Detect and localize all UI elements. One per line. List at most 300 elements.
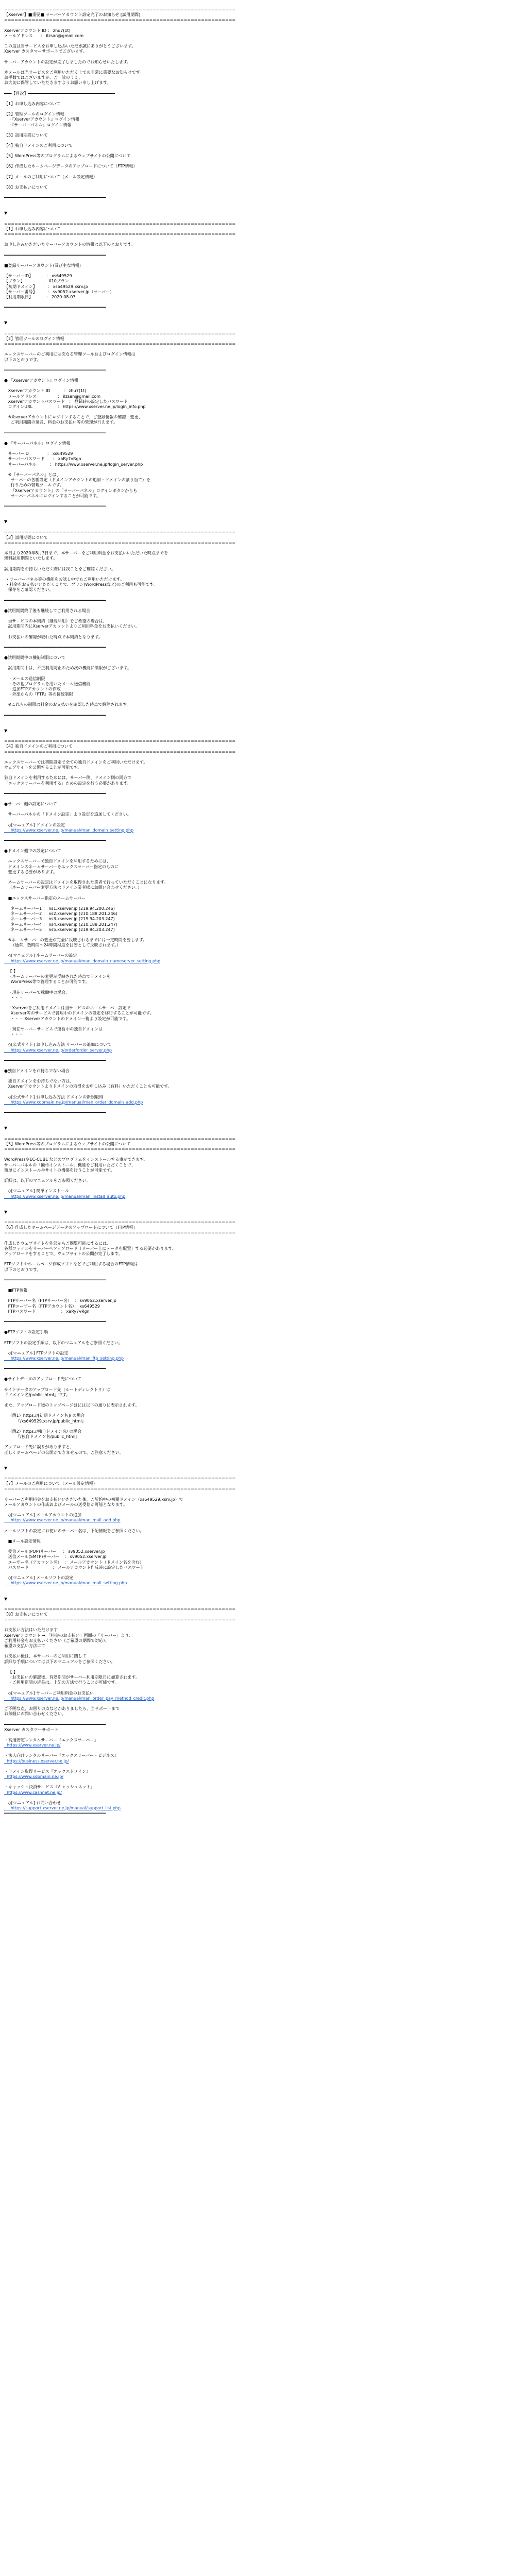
email-text-line: WordPressやEC-CUBE などのプログラムをインストールする事ができます。: [4, 1157, 148, 1162]
email-text-line: [4, 786, 503, 791]
email-text-line: [4, 426, 503, 431]
email-text-line: ・メールの送信制限: [4, 676, 45, 681]
separator-line: ===================================================================: [4, 1617, 236, 1622]
email-text-line: [4, 1622, 503, 1628]
email-text-line: 「エックスサーバーを利用する」ための設定を行う必要があります。: [4, 781, 131, 786]
email-text-line: ・・・: [4, 1032, 23, 1037]
email-text-line: ━━━━━━━━━━━━━━━━━━━━━━━━━━━━━━━━━━━━━━━━━: [4, 645, 106, 650]
email-text-line: [4, 170, 503, 175]
email-text-line: [4, 1507, 503, 1513]
email-text-line: 【 】: [4, 1669, 18, 1674]
email-text-line: [4, 1455, 503, 1461]
email-text-line: ▼: [4, 1596, 8, 1601]
email-text-line: 【1】お申し込み内容について: [4, 226, 60, 231]
email-text-line: [4, 1037, 503, 1042]
email-text-line: （ネームサーバー変更方法はドメイン業者様にお問い合わせください。）: [4, 885, 142, 890]
email-text-line: ・料金をお支払いいただくことで、プラン(WordPressなど)のご利用も可能です。: [4, 582, 158, 587]
email-text-line: ●FTPソフトの設定手順: [4, 1330, 48, 1335]
email-text-line: ▼: [4, 211, 8, 216]
email-text-line: [4, 723, 503, 728]
email-text-line: 【5】WordPress等のプログラムによるウェブサイトの公開について: [4, 1141, 131, 1146]
email-text-line: [4, 499, 503, 504]
email-text-line: [4, 1649, 503, 1654]
email-text-line: [4, 509, 503, 514]
email-text-line: 試用期間中は、不正利用防止のため次の機能に制限がございます。: [4, 666, 131, 671]
email-text-line: ▼: [4, 320, 8, 326]
email-text-line: [4, 843, 503, 849]
email-text-line: ・ネームサーバーの変更が反映された時点でドメインを: [4, 974, 111, 979]
email-link[interactable]: https://www.xserver.ne.jp/manual/man_order_pay_method_credit.php: [4, 1696, 155, 1701]
email-text-line: [4, 1371, 503, 1377]
email-text-line: [4, 1439, 503, 1445]
email-text-line: [4, 901, 503, 906]
separator-line: ===================================================================: [4, 739, 236, 744]
email-link[interactable]: https://www.xserver.ne.jp/manual/man_domain_setting.php: [4, 827, 134, 833]
email-text-line: [4, 310, 503, 315]
email-text-line: ◇[公式サイト] お申し込み方法 ドメインの新規取得: [4, 1094, 104, 1099]
email-text-line: ◇[マニュアル] FTPソフトの設定: [4, 1350, 69, 1355]
email-text-line: ログインURL ： https://www.xserver.ne.jp/login_info.php: [4, 404, 146, 410]
email-text-line: [4, 1408, 503, 1413]
email-text-line: ◇[マニュアル] メールアカウントの追加: [4, 1513, 82, 1518]
email-text-line: ━━━━━━━━━━━━━━━━━━━━━━━━━━━━━━━━━━━━━━━━━: [4, 1811, 106, 1816]
email-text-line: [4, 237, 503, 242]
email-text-line: [4, 1131, 503, 1137]
email-text-line: ●サーバー側の設定について: [4, 802, 57, 807]
email-text-line: [4, 315, 503, 320]
email-text-line: 【Xserver】■重要■ サーバーアカウント設定完了のお知らせ [試用期間]: [4, 12, 141, 18]
email-text-line: ▼: [4, 1209, 8, 1214]
email-text-line: [4, 650, 503, 655]
email-text-line: [4, 1523, 503, 1529]
email-text-line: 『/独自ドメイン名/public_html』: [4, 1434, 80, 1439]
email-text-line: [4, 107, 503, 112]
email-text-line: FTPソフトやホームページ作成ソフトなどでご利用する場合のFTP情報は: [4, 1262, 139, 1267]
email-link[interactable]: https://www.xdomain.ne.jp/: [4, 1774, 63, 1780]
email-text-line: [4, 1591, 503, 1597]
email-text-line: 【6】作成したホームページデータのアップロードについて（FTP情報）: [4, 164, 138, 169]
email-text-line: 無料試用期間といたします。: [4, 556, 58, 561]
email-text-line: ■メール設定情報: [4, 1538, 41, 1544]
email-text-line: 試用期間内にXserverアカウントよりご利用料金をお支払いください。: [4, 624, 140, 629]
email-text-line: [4, 796, 503, 802]
email-text-line: 『Xserverアカウント』の「サーバーパネル」ログインボタンからも: [4, 488, 138, 493]
email-text-line: ネームサーバー3 ： ns3.xserver.jp (219.94.203.247): [4, 917, 115, 922]
email-text-line: お支払い後は、本サーバーのご利用に関して: [4, 1654, 87, 1659]
email-text-line: 【4】独自ドメインのご利用について: [4, 744, 73, 749]
email-text-line: お申し込みいただいたサーバーアカウントの情報は以下のとおりです。: [4, 242, 136, 247]
email-text-line: [4, 206, 503, 211]
email-text-line: [4, 128, 503, 133]
email-text-line: 【1】お申し込み内容について: [4, 101, 60, 106]
email-text-line: [4, 1074, 503, 1079]
email-text-line: ネームサーバー4 ： ns4.xserver.jp (210.188.201.247): [4, 922, 117, 927]
email-link[interactable]: https://support.xserver.ne.jp/manual/support_list.php: [4, 1806, 121, 1811]
email-text-line: メールソフトの設定にお使いのサーバー名は、下記情報をご参照ください。: [4, 1528, 144, 1533]
email-text-line: 試用期間をお持ちいただく際には次ことをご確認ください。: [4, 566, 115, 571]
email-text-line: [4, 1063, 503, 1069]
email-text-line: ●試用期間終了後も継続してご利用される場合: [4, 608, 90, 613]
email-text-line: [4, 1199, 503, 1205]
email-text-line: FTPサーバー名（FTPサーバー名） ： sv9052.xserver.jp: [4, 1298, 116, 1303]
email-text-line: [4, 933, 503, 938]
separator-line: ===================================================================: [4, 540, 236, 545]
email-text-line: [4, 1686, 503, 1691]
email-text-line: [4, 96, 503, 101]
email-text-line: [4, 86, 503, 91]
email-text-line: [4, 734, 503, 739]
email-text-line: お支払い方法はいただけます: [4, 1628, 58, 1633]
email-text-line: [4, 180, 503, 185]
email-text-line: ご利用料金をお支払いください（ご希望の期間で対応）、: [4, 1638, 109, 1643]
email-text-line: 【3】試用期間について: [4, 535, 48, 540]
email-link[interactable]: https://www.xdomain.ne.jp/manual/man_order_domain_add.php: [4, 1099, 143, 1105]
email-text-line: この度は当サービスをお申し込みいただき誠にありがとうございます。: [4, 44, 136, 49]
email-text-line: [4, 1586, 503, 1591]
email-text-line: サーバーご利用料金をお支払いいただいた後、ご契約中の初期ドメイン（xs649529.xsrv.jp）で: [4, 1497, 183, 1502]
email-text-line: [4, 1022, 503, 1027]
email-text-line: ━━━【目次】━━━━━━━━━━━━━━━━━━━━━━━━━━━━━━━━━━━: [4, 91, 115, 96]
email-text-line: ━━━━━━━━━━━━━━━━━━━━━━━━━━━━━━━━━━━━━━━━━: [4, 791, 106, 796]
separator-line: ===================================================================: [4, 1606, 236, 1612]
email-text-line: ネームサーバーの設定はドメインを取得された業者で行っていただくことになります。: [4, 880, 168, 885]
email-text-line: ・現在サーバーで稼働中の場合、: [4, 990, 70, 995]
email-text-line: [4, 1273, 503, 1278]
email-text-line: ▼: [4, 1465, 8, 1470]
email-text-line: [4, 200, 503, 206]
email-text-line: [4, 326, 503, 331]
email-link[interactable]: https://www.xserver.ne.jp/order/order_server.php: [4, 1047, 112, 1053]
email-text-line: [4, 807, 503, 812]
separator-line: ===================================================================: [4, 7, 236, 12]
email-text-line: [4, 1701, 503, 1706]
email-text-line: [4, 410, 503, 415]
email-text-line: ━━━━━━━━━━━━━━━━━━━━━━━━━━━━━━━━━━━━━━━━━: [4, 1058, 106, 1063]
email-text-line: [4, 1748, 503, 1753]
email-text-line: 【初期ドメイン】 ： xs649529.xsrv.jp: [4, 284, 88, 289]
email-text-line: ━━━━━━━━━━━━━━━━━━━━━━━━━━━━━━━━━━━━━━━━━: [4, 1110, 106, 1115]
email-text-line: ・ご利用期間の延長は、上記の方法で行うことが可能です。: [4, 1680, 119, 1685]
email-text-line: ● 『サーバーパネル』ログイン情報: [4, 440, 71, 446]
email-text-line: 【6】作成したホームページデータのアップロードについて（FTP情報）: [4, 1225, 138, 1230]
email-text-line: 【8】お支払いについて: [4, 1612, 48, 1617]
email-text-line: [4, 1570, 503, 1575]
separator-line: ===================================================================: [4, 1147, 236, 1152]
email-text-line: [4, 1602, 503, 1607]
email-text-line: サーバーパネル ： https://www.xserver.ne.jp/login_server.php: [4, 462, 143, 467]
email-text-line: ドメインのネームサーバーをエックスサーバー指定のものに: [4, 864, 119, 869]
email-text-line: [4, 1314, 503, 1319]
email-text-line: お手数ではございますが、ご一読のうえ、: [4, 75, 83, 80]
email-text-line: 【2】管理ツールのログイン情報: [4, 336, 64, 341]
email-text-line: 変更する必要があります。: [4, 869, 57, 874]
email-text-line: [4, 1717, 503, 1722]
email-text-line: 【4】独自ドメインのご利用について: [4, 143, 73, 148]
email-text-line: エックスサーバーのご利用には次なる管理ツールおよびログイン情報は: [4, 352, 136, 357]
email-text-line: [4, 697, 503, 702]
email-text-line: [4, 1205, 503, 1210]
email-text-line: [4, 948, 503, 953]
email-text-line: 作成したウェブサイトを外部からご閲覧可能にするには、: [4, 1241, 111, 1246]
email-text-line: ・・・ Xserverアカウントのドメイン一覧より設定が可能です。: [4, 1016, 131, 1021]
email-text-line: お大切に保管していただきますようお願い申し上げます。: [4, 80, 111, 86]
email-text-line: [4, 258, 503, 263]
separator-line: ===================================================================: [4, 530, 236, 535]
email-text-line: 以下のとおりです。: [4, 357, 41, 362]
email-text-line: [4, 436, 503, 441]
email-text-line: [4, 467, 503, 472]
email-text-line: [4, 603, 503, 608]
email-text-line: [4, 985, 503, 990]
email-text-line: ━━━━━━━━━━━━━━━━━━━━━━━━━━━━━━━━━━━━━━━━━: [4, 305, 106, 310]
email-link[interactable]: https://business.xserver.ne.jp/: [4, 1758, 69, 1764]
separator-line: ===================================================================: [4, 232, 236, 237]
email-text-line: [4, 1346, 503, 1351]
email-text-line: サーバーパスワード ： xaRy7vRgn: [4, 456, 81, 462]
email-link[interactable]: https://www.xserver.ne.jp/manual/man_install_auto.php: [4, 1194, 126, 1199]
email-text-line: [4, 1105, 503, 1110]
email-text-line: [4, 1733, 503, 1738]
email-text-line: 【プラン】 ： X10プラン: [4, 279, 69, 284]
email-text-line: [4, 1424, 503, 1429]
email-link[interactable]: https://www.xserver.ne.jp/manual/man_mail_add.php: [4, 1518, 121, 1523]
email-text-line: 簡単にインストールやサイトの構築を行うことが可能です。: [4, 1167, 115, 1173]
email-text-line: ●サイトデータのアップロード先について: [4, 1377, 81, 1382]
email-text-line: ■登録サーバーアカウント(及び主な情報): [4, 263, 81, 268]
email-text-line: Xserverアカウントパスワード ： 登録時の設定したパスワード: [4, 399, 128, 404]
email-text-line: ご不明な点、お困りの点などがありましたら、当サポートまで: [4, 1706, 120, 1711]
email-text-line: 希望の支払い方法にて: [4, 1643, 45, 1649]
email-text-line: [4, 818, 503, 823]
email-text-line: メールアドレス ： ilzsan@gmail.com: [4, 394, 101, 399]
email-text-line: [4, 1183, 503, 1189]
email-text-line: [4, 1215, 503, 1220]
email-text-line: ※これらの制限は料金のお支払いを確認した時点で解除されます。: [4, 702, 131, 707]
email-text-line: 【2】管理ツールのログイン情報: [4, 112, 64, 117]
email-text-line: 独自ドメインを利用するためには、サーバー側、ドメイン側の両方で: [4, 775, 132, 781]
email-text-line: ━━━━━━━━━━━━━━━━━━━━━━━━━━━━━━━━━━━━━━━━━: [4, 598, 106, 603]
email-text-line: [4, 718, 503, 723]
email-text-line: [4, 23, 503, 28]
email-text-line: [4, 1152, 503, 1157]
email-text-line: サーバーID ： xs649529: [4, 451, 73, 456]
email-text-line: ◇[マニュアル] ドメインの設定: [4, 822, 65, 827]
email-text-line: ※『サーバーパネル』とは、: [4, 472, 61, 477]
email-link[interactable]: https://www.xserver.ne.jp/manual/man_ftp_setting.php: [4, 1355, 124, 1361]
email-text-line: [4, 833, 503, 838]
email-text-line: 【8】お支払いについて: [4, 184, 48, 190]
email-text-line: 保存をご確認ください。: [4, 587, 54, 592]
email-text-line: Xserver等のサービスで管理中のドメインの設定を移行することが可能です。: [4, 1011, 154, 1016]
email-text-line: [4, 446, 503, 451]
separator-line: ===================================================================: [4, 221, 236, 226]
email-link[interactable]: https://www.xserver.ne.jp/: [4, 1743, 61, 1748]
email-text-line: [4, 1335, 503, 1341]
email-text-line: ・・・: [4, 995, 23, 1000]
email-text-line: ◇[マニュアル] ネームサーバーの設定: [4, 953, 77, 958]
email-text-line: [4, 1471, 503, 1476]
email-text-line: エックスサーバーで独自ドメインを利用するためには、: [4, 859, 111, 864]
email-text-line: ━━━━━━━━━━━━━━━━━━━━━━━━━━━━━━━━━━━━━━━━━: [4, 430, 106, 435]
email-text-line: [4, 1115, 503, 1121]
email-text-line: ◇[マニュアル] お問い合わせ: [4, 1800, 61, 1805]
email-text-line: [4, 964, 503, 969]
email-text-line: [4, 1257, 503, 1262]
email-text-line: FTPユーザー名（FTPアカウント名）： xs649529: [4, 1303, 100, 1309]
email-text-line: ━━━━━━━━━━━━━━━━━━━━━━━━━━━━━━━━━━━━━━━━━: [4, 1319, 106, 1325]
email-text-line: ・高速安定レンタルサーバー『エックスサーバー』: [4, 1737, 98, 1742]
email-text-line: ◇[マニュアル] サーバーご利用料金のお支払い: [4, 1690, 94, 1696]
email-text-line: ▼: [4, 728, 8, 733]
email-text-line: [4, 514, 503, 519]
email-text-line: アップロードをすることで、ウェブサイトの公開が完了します。: [4, 1251, 123, 1257]
email-text-line: [4, 1398, 503, 1403]
email-text-line: [4, 373, 503, 378]
email-text-line: [4, 1173, 503, 1178]
email-text-line: 【 】: [4, 969, 18, 974]
email-text-line: ・外部からの『FTP』等の接続制限: [4, 692, 73, 697]
email-text-line: ●試用期間中の機能制限について: [4, 655, 65, 660]
email-text-line: [4, 630, 503, 635]
email-text-line: [4, 1461, 503, 1466]
email-text-line: 【サーバー番号】 ： sv9052.xserver.jp（サーバー）: [4, 289, 114, 294]
email-text-line: サーバーパネルの「ドメイン設定」より設定を追加してください。: [4, 812, 131, 817]
email-text-line: ・その他プログラムを用いたメール送信機能: [4, 681, 91, 686]
email-text-line: [4, 1795, 503, 1801]
email-text-line: [4, 1001, 503, 1006]
email-text-line: 『ドメイン名/public_html』です。: [4, 1392, 71, 1397]
separator-line: ===================================================================: [4, 331, 236, 336]
email-text-line: ※ネームサーバーの変更が完全に反映されるまでには一定時間を要します。: [4, 938, 147, 943]
email-text-line: ━━━━━━━━━━━━━━━━━━━━━━━━━━━━━━━━━━━━━━━━━: [4, 1366, 106, 1371]
email-text-line: ・法人向けレンタルサーバー『エックスサーバー・ビジネス』: [4, 1753, 119, 1758]
email-text-line: ◇[マニュアル] メールソフトの設定: [4, 1575, 74, 1581]
email-text-line: ━━━━━━━━━━━━━━━━━━━━━━━━━━━━━━━━━━━━━━━━━: [4, 252, 106, 258]
email-text-line: 【利用期限日】 ： 2020-08-03: [4, 294, 76, 299]
email-text-line: [4, 1544, 503, 1549]
email-text-line: Xserverアカウント ID ： zhu7(1t): [4, 388, 87, 394]
email-text-line: 【3】試用期間について: [4, 132, 48, 138]
email-text-line: ◇[公式サイト] お申し込み方法 サーバーの追加について: [4, 1042, 111, 1047]
email-text-line: Xserverアカウント → 「料金のお支払い」画面の「サーバー」より、: [4, 1633, 133, 1638]
email-text-line: [4, 216, 503, 222]
email-text-line: [4, 593, 503, 598]
email-text-line: 各種ファイルをサーバーへアップロード（サーバー上にデータを配置）する必要があります。: [4, 1246, 176, 1251]
email-text-line: [4, 1361, 503, 1366]
email-text-line: ・現在サーバーサービスで運営中の独自ドメインは: [4, 1026, 103, 1031]
email-text-line: サーバーパネルの「簡単インストール」機能をご利用いただくことで、: [4, 1162, 136, 1167]
email-text-line: メールアドレス ： ilzsan@gmail.com: [4, 33, 84, 38]
email-text-line: Xserver カスタマーサポート: [4, 1727, 59, 1732]
email-text-line: ● 『Xserverアカウント』ログイン情報: [4, 378, 78, 383]
email-text-line: 以下のとおりです。: [4, 1267, 41, 1272]
email-text-line: [4, 1236, 503, 1241]
email-text-line: [4, 1053, 503, 1058]
email-text-line: [4, 300, 503, 305]
email-text-line: サーバーアカウントの設定が完了しましたのでお知らせいたします。: [4, 59, 131, 64]
email-text-line: サーバーパネルにログインすることが可能です。: [4, 493, 100, 498]
email-text-line: [4, 1780, 503, 1785]
email-text-line: [4, 1283, 503, 1288]
email-text-line: [4, 1325, 503, 1330]
email-text-line: [4, 572, 503, 577]
email-text-line: [4, 546, 503, 551]
email-text-line: ━━━━━━━━━━━━━━━━━━━━━━━━━━━━━━━━━━━━━━━━━: [4, 195, 106, 200]
email-text-line: サーバーの各種設定（ドメインアカウントの追加・ドメインの割り当て）を: [4, 478, 150, 483]
email-text-line: Xserverアカウント ID ： zhu7(1t): [4, 28, 71, 33]
email-text-line: [4, 660, 503, 666]
separator-line: ===================================================================: [4, 1136, 236, 1141]
email-text-line: [4, 1665, 503, 1670]
email-text-line: 【7】メールのご利用について（メール設定情報）: [4, 174, 97, 179]
email-text-line: ウェブサイトを公開することが可能です。: [4, 765, 82, 770]
email-text-line: ネームサーバー1 ： ns1.xserver.jp (219.94.200.246): [4, 906, 115, 911]
email-text-line: （通常、数時間～24時間程度を目安として反映されます。）: [4, 943, 121, 948]
email-text-line: ・『Xserverアカウント』ログイン情報: [4, 117, 79, 122]
email-text-line: ◇[マニュアル] 簡単インストール: [4, 1189, 69, 1194]
email-text-line: [4, 875, 503, 880]
email-text-line: WordPress等で管理することが可能です。: [4, 979, 90, 985]
email-text-line: サイトデータのアップロード先（ルートディレクトリ）は: [4, 1387, 111, 1392]
email-text-line: ユーザー名（アカウント名） ： メールアカウント（ドメイン名を含む）: [4, 1560, 144, 1565]
email-text-line: [4, 854, 503, 859]
email-text-line: [4, 383, 503, 388]
email-text-line: 『/xs649529.xsrv.jp/public_html』: [4, 1418, 86, 1423]
email-text-line: （例1）https://[初期ドメイン名]/ の場合: [4, 1413, 85, 1418]
email-text-line: ネームサーバー5 ： ns5.xserver.jp (219.94.203.247): [4, 927, 115, 932]
email-text-line: ━━━━━━━━━━━━━━━━━━━━━━━━━━━━━━━━━━━━━━━━━: [4, 1722, 106, 1727]
email-text-line: ▼: [4, 519, 8, 524]
email-text-line: ■エックスサーバー指定のネームサーバー: [4, 895, 86, 901]
email-text-line: ・Xserverをご利用ドメインは当サービスのネームサーバー設定で: [4, 1006, 131, 1011]
email-text-line: ━━━━━━━━━━━━━━━━━━━━━━━━━━━━━━━━━━━━━━━━━: [4, 838, 106, 843]
email-text-line: [4, 1090, 503, 1095]
email-text-line: ●独自ドメインをお持ちでない場合: [4, 1069, 70, 1073]
separator-line: ===================================================================: [4, 18, 236, 23]
email-text-line: [4, 891, 503, 896]
email-text-line: アップロード先に誤りがありますと、: [4, 1445, 74, 1450]
email-text-line: [4, 770, 503, 775]
email-text-line: [4, 268, 503, 274]
email-text-line: [4, 347, 503, 352]
email-text-line: ※Xserverアカウントにログインすることで、ご登録情報の確認・変更、: [4, 415, 143, 420]
email-text-line: また、アップロード後のトップページはには以下の通りに表示されます。: [4, 1403, 140, 1408]
email-text-line: [4, 1764, 503, 1769]
email-text-line: [4, 671, 503, 676]
email-text-line: ■FTP情報: [4, 1288, 28, 1293]
email-text-line: FTPソフトの設定手順は、以下のマニュアルをご参照ください。: [4, 1340, 123, 1345]
email-text-line: ▼: [4, 1126, 8, 1131]
email-text-line: Xserverアカウントよりドメインの取得をお申し込み（有料）いただくことも可能です。: [4, 1084, 172, 1089]
email-text-line: ●ドメイン側での設定について: [4, 849, 61, 854]
email-text-line: 詳細な手順については以下のマニュアルをご参照ください。: [4, 1659, 115, 1664]
separator-line: ===================================================================: [4, 1486, 236, 1492]
email-link[interactable]: https://www.cashnet.ne.jp/: [4, 1790, 62, 1795]
email-text-line: 当サービスの本契約（継続利用）をご希望の場合は、: [4, 619, 107, 624]
email-text-line: [4, 755, 503, 760]
email-text-line: お気軽にお問い合わせください。: [4, 1711, 66, 1717]
email-text-line: ・『サーバーパネル』ログイン情報: [4, 122, 72, 127]
email-link[interactable]: https://www.xserver.ne.jp/manual/man_mail_setting.php: [4, 1581, 127, 1586]
email-text-line: 送信メール(SMTP)サーバー ： sv9052.xserver.jp: [4, 1554, 107, 1560]
email-text-line: ・サーバーパネル等の機能をお試し中でもご利用いただけます。: [4, 577, 125, 582]
email-text-line: [4, 1293, 503, 1298]
email-text-line: ・お支払いの確認後、有効期間がサーバー利用期限日に加算されます。: [4, 1675, 140, 1680]
email-text-line: ・キャッシュ決済サービス『キャッシュネット』: [4, 1785, 95, 1790]
email-link[interactable]: https://www.xserver.ne.jp/manual/man_domain_nameserver_setting.php: [4, 958, 161, 963]
separator-line: ===================================================================: [4, 1219, 236, 1225]
email-text-line: [4, 708, 503, 713]
